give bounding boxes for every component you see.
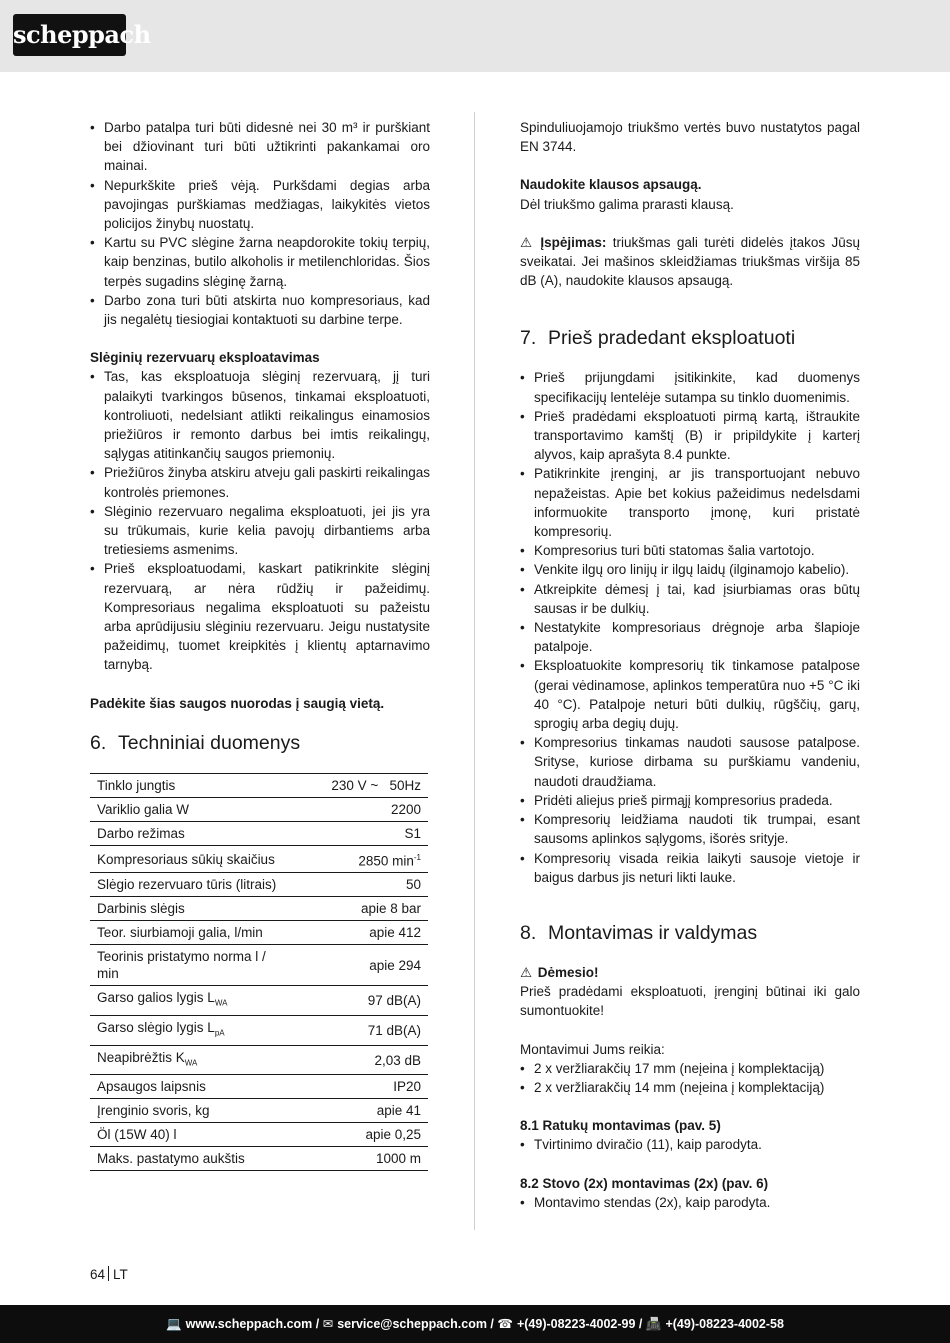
tech-label: Teorinis pristatymo norma l / min	[90, 945, 290, 986]
table-row	[90, 1099, 428, 1123]
list-item: • Kompresorius tinkamas naudoti sausose patalpose. Srityse, kuriose dirbama su purškiamu vandeniu, naudoti draudžiama.	[520, 733, 860, 791]
list-item: • Darbo patalpa turi būti didesnė nei 30 m³ ir purškiant bei džiovinant turi būti užtikrinti pakankamai oro mainai.	[90, 118, 430, 176]
footer-separator: /	[312, 1317, 323, 1331]
warning-paragraph	[520, 233, 860, 291]
warning-triangle-icon: ⚠	[520, 964, 533, 980]
section-number: 6.	[90, 731, 107, 754]
list-item: • Patikrinkite įrenginį, ar jis transportuojant nebuvo nepažeistas. Apie bet kokius pažeidimus nedelsdami informuokite transporto įmonę, kuri pristatė kompresorių.	[520, 464, 860, 541]
footer-separator: /	[635, 1317, 646, 1331]
list-item: • Kompresorių visada reikia laikyti sausoje vietoje ir baigus darbus jis neturi likti lauke.	[520, 849, 860, 887]
tech-label: Kompresoriaus sūkių skaičius	[90, 845, 290, 873]
table-row	[90, 821, 428, 845]
subsection-8-2-heading: 8.2 Stovo (2x) montavimas (2x) (pav. 6)	[520, 1175, 769, 1191]
list-item: • Nepurkškite prieš vėją. Purkšdami degias arba pavojingas purškiamas medžiagas, laikykitės vietos policijos žinybų nuostatų.	[90, 176, 430, 234]
table-row	[90, 1123, 428, 1147]
table-row	[90, 986, 428, 1016]
list-item: • Tvirtinimo dviračio (11), kaip parodyta.	[520, 1135, 860, 1154]
tech-label: Darbinis slėgis	[90, 897, 290, 921]
section-title: Prieš pradedant eksploatuoti	[548, 327, 796, 350]
tech-label: Öl (15W 40) l	[90, 1123, 290, 1147]
tech-value: apie 0,25	[290, 1123, 428, 1147]
mail-icon: ✉	[322, 1317, 334, 1331]
section-number: 8.	[520, 921, 537, 944]
tech-value: apie 412	[290, 921, 428, 945]
table-row	[90, 1075, 428, 1099]
footer-phone[interactable]: +(49)-08223-4002-99	[516, 1317, 636, 1331]
list-item: • Tas, kas eksploatuoja slėginį rezervuarą, jį turi palaikyti tvarkingos būsenos, tinkamai eksploatuoti, kontroliuoti, nedelsiant atlikti reikalingus einamosios priežiūros ir remonto darbus bei imtis reikalingų, sąlygas atitinkančių saugos priemonių.	[90, 367, 430, 463]
right-column	[520, 118, 860, 1212]
scheppach-logo: scheppach	[13, 14, 126, 56]
table-row	[90, 897, 428, 921]
attention-label: Dėmesio!	[537, 964, 599, 980]
tech-label: Apsaugos laipsnis	[90, 1075, 290, 1099]
tech-value: 1000 m	[290, 1147, 428, 1171]
needs-list	[520, 1059, 860, 1097]
section-7-heading	[520, 326, 860, 350]
tech-label: Maks. pastatymo aukštis	[90, 1147, 290, 1171]
list-item: • Slėginio rezervuaro negalima eksploatuoti, jei jis yra su trūkumais, kurie kelia pavojų dirbantiems arba tretiesiems asmenims.	[90, 502, 430, 560]
footer-website-link[interactable]: www.scheppach.com	[185, 1317, 313, 1331]
table-row	[90, 1016, 428, 1046]
footer-bar	[0, 1305, 950, 1343]
tech-value: apie 294	[290, 945, 428, 986]
tech-label: Variklio galia W	[90, 797, 290, 821]
tech-value: 2,03 dB	[290, 1045, 428, 1075]
subsection-8-2-list	[520, 1193, 860, 1212]
warning-triangle-icon: ⚠	[520, 234, 533, 250]
tech-label: Slėgio rezervuaro tūris (litrais)	[90, 873, 290, 897]
list-item: • Priežiūros žinyba atskiru atveju gali paskirti reikalingas kontrolės priemones.	[90, 463, 430, 501]
tech-value: 2200	[290, 797, 428, 821]
warning-text: triukšmas gali turėti didelės įtakos Jūsų sveikatai. Jei mašinos skleidžiamas triukšmas viršija 85 dB (A), naudokite klausos apsaugą.	[520, 234, 860, 289]
section-8-heading	[520, 921, 860, 945]
fax-icon: 📠	[645, 1317, 662, 1331]
table-row	[90, 873, 428, 897]
section-title: Techniniai duomenys	[118, 731, 301, 754]
tech-value: S1	[290, 821, 428, 845]
column-divider	[474, 112, 475, 1230]
table-row	[90, 797, 428, 821]
warning-label: Įspėjimas:	[540, 234, 607, 250]
section-number: 7.	[520, 327, 537, 350]
attention-text: Prieš pradėdami eksploatuoti, įrenginį būtinai iki galo sumontuokite!	[520, 984, 860, 1019]
table-row	[90, 921, 428, 945]
table-row	[90, 945, 428, 986]
section-title: Montavimas ir valdymas	[548, 921, 758, 944]
footer-email-link[interactable]: service@scheppach.com	[337, 1317, 487, 1331]
tech-label: Teor. siurbiamoji galia, l/min	[90, 921, 290, 945]
tech-value: 230 V ~ 50Hz	[290, 773, 428, 797]
table-row	[90, 773, 428, 797]
tech-label: Tinklo jungtis	[90, 773, 290, 797]
list-item: • Venkite ilgų oro linijų ir ilgų laidų (ilginamojo kabelio).	[520, 560, 860, 579]
before-operation-list	[520, 368, 860, 886]
left-column	[90, 118, 430, 1171]
noise-text: Spinduliuojamojo triukšmo vertės buvo nustatytos pagal EN 3744.	[520, 120, 860, 155]
subsection-8-1-heading: 8.1 Ratukų montavimas (pav. 5)	[520, 1118, 721, 1134]
list-item: • Darbo zona turi būti atskirta nuo kompresoriaus, kad jis negalėtų tiesiogiai kontaktuoti su darbine terpe.	[90, 291, 430, 329]
page-language: LT	[113, 1267, 128, 1282]
tech-value: IP20	[290, 1075, 428, 1099]
list-item: • Kompresorius turi būti statomas šalia vartotojo.	[520, 541, 860, 560]
keep-safety-note: Padėkite šias saugos nuorodas į saugią vietą.	[90, 695, 385, 711]
pressure-list	[90, 367, 430, 674]
table-row	[90, 1147, 428, 1171]
tech-data-table	[90, 773, 428, 1172]
ear-protection-heading: Naudokite klausos apsaugą.	[520, 177, 702, 193]
safety-list-top	[90, 118, 430, 329]
list-item: • Kompresorių leidžiama naudoti tik trumpai, esant sausoms aplinkos sąlygoms, išorės srityje.	[520, 810, 860, 848]
phone-icon: ☎	[497, 1317, 513, 1331]
list-item: • Kartu su PVC slėgine žarna neapdorokite tokių terpių, kaip benzinas, butilo alkoholis ir metilenchloridas. Šios terpės sugadins slėginę žarną.	[90, 233, 430, 291]
tech-label: Įrenginio svoris, kg	[90, 1099, 290, 1123]
tech-value: apie 8 bar	[290, 897, 428, 921]
tech-value: 71 dB(A)	[290, 1016, 428, 1046]
tech-label: Garso galios lygis $L_{WA}$	[90, 986, 290, 1016]
page-number	[90, 1266, 128, 1282]
list-item: • Prieš prijungdami įsitikinkite, kad duomenys specifikacijų lentelėje sutampa su tinklo duomenimis.	[520, 368, 860, 406]
footer-separator: /	[486, 1317, 498, 1331]
page-number-value: 64	[90, 1267, 106, 1282]
list-item: • Prieš pradėdami eksploatuoti pirmą kartą, ištraukite transportavimo kamštį (B) ir pripildykite į karterį alyvos, kaip aprašyta 8.4 punkte.	[520, 407, 860, 465]
table-row	[90, 1045, 428, 1075]
needs-intro: Montavimui Jums reikia:	[520, 1041, 665, 1057]
pressure-heading: Slėginių rezervuarų eksploatavimas	[90, 350, 320, 366]
list-item: • 2 x veržliarakčių 14 mm (neįeina į komplektaciją)	[520, 1078, 860, 1097]
footer-fax: +(49)-08223-4002-58	[665, 1317, 784, 1331]
tech-label: Darbo režimas	[90, 821, 290, 845]
tech-value: apie 41	[290, 1099, 428, 1123]
section-6-heading	[90, 731, 430, 755]
ear-protection-text: Dėl triukšmo galima prarasti klausą.	[520, 196, 734, 212]
table-row	[90, 845, 428, 873]
list-item: • Nestatykite kompresoriaus drėgnoje arba šlapioje patalpoje.	[520, 618, 860, 656]
tech-value: 2850 $\min^{-1}$	[290, 845, 428, 873]
attention-heading	[520, 963, 860, 982]
computer-icon: 💻	[166, 1317, 182, 1331]
list-item: • Montavimo stendas (2x), kaip parodyta.	[520, 1193, 860, 1212]
tech-value: 50	[290, 873, 428, 897]
subsection-8-1-list	[520, 1135, 860, 1154]
list-item: • Eksploatuokite kompresorių tik tinkamose patalpose (gerai vėdinamose, aplinkos temperatūra nuo +5 °C iki 40 °C). Patalpoje neturi būti dulkių, rūgščių, garų, sprogių arba degių dujų.	[520, 656, 860, 733]
list-item: • 2 x veržliarakčių 17 mm (neįeina į komplektaciją)	[520, 1059, 860, 1078]
tech-label: Neapibrėžtis $K_{WA}$	[90, 1045, 290, 1075]
list-item: • Pridėti aliejus prieš pirmąjį kompresorius pradeda.	[520, 791, 860, 810]
list-item: • Atkreipkite dėmesį į tai, kad įsiurbiamas oras būtų sausas ir be dulkių.	[520, 580, 860, 618]
list-item: • Prieš eksploatuodami, kaskart patikrinkite slėginį rezervuarą, ar nėra rūdžių ir pažeidimų. Kompresoriaus negalima eksploatuoti su pažeistu arba aprūdijusiu slėginiu rezervuaru. Jeigu nustatysite pažeidimų, tuomet kreipkitės į klientų aptarnavimo tarnybą.	[90, 559, 430, 674]
tech-value: 97 dB(A)	[290, 986, 428, 1016]
tech-label: Garso slėgio lygis $L_{pA}$	[90, 1016, 290, 1046]
header-band	[0, 0, 950, 72]
